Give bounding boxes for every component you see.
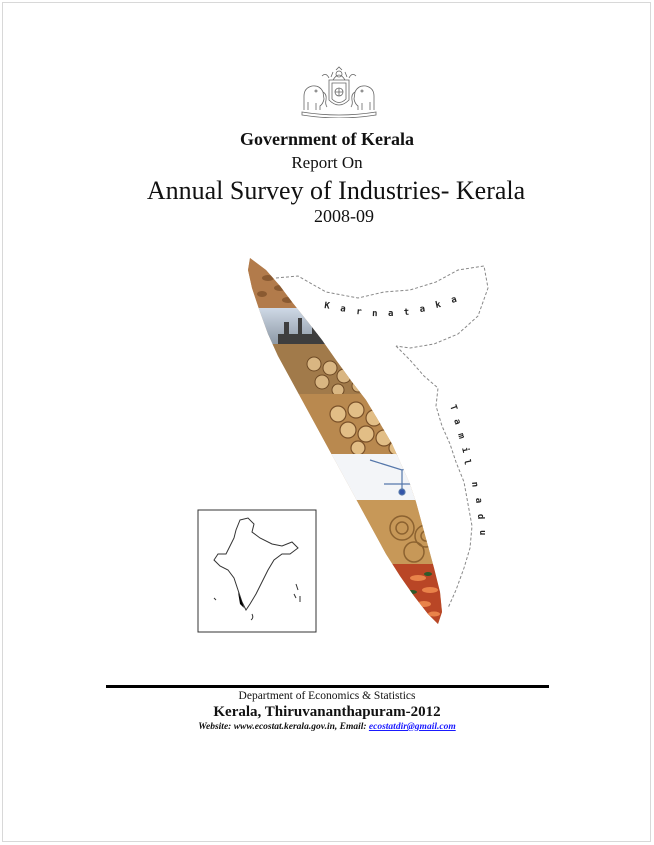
svg-text:a: a	[450, 294, 459, 306]
place-year-label: Kerala, Thiruvananthapuram-2012	[213, 704, 441, 720]
svg-text:K: K	[323, 301, 331, 312]
email-link[interactable]: ecostatdir@gmail.com	[368, 722, 456, 732]
svg-text:T: T	[447, 403, 459, 413]
svg-text:r: r	[355, 307, 363, 318]
contact-line	[0, 722, 654, 732]
svg-text:a: a	[451, 417, 463, 427]
kerala-emblem-icon	[296, 66, 382, 118]
kerala-map-illustration	[188, 248, 498, 640]
svg-text:i: i	[459, 446, 471, 454]
svg-text:u: u	[477, 530, 487, 536]
report-year: 2008-09	[314, 206, 374, 226]
india-inset-map	[198, 510, 316, 632]
government-heading: Government of Kerala	[240, 129, 414, 149]
map-label-karnataka	[324, 295, 458, 319]
svg-text:d: d	[475, 513, 486, 520]
svg-text:a: a	[473, 497, 484, 504]
svg-text:m: m	[455, 432, 467, 441]
svg-text:a: a	[419, 304, 426, 315]
website-text: Website: www.ecostat.kerala.gov.in, Email:	[198, 722, 369, 732]
footer-rule	[106, 685, 549, 688]
svg-text:k: k	[434, 300, 442, 311]
svg-text:a: a	[388, 309, 394, 319]
map-label-tamil-nadu	[447, 404, 487, 536]
svg-text:n: n	[469, 481, 480, 488]
svg-text:t: t	[403, 307, 410, 318]
department-label: Department of Economics & Statistics	[238, 690, 416, 702]
svg-text:a: a	[339, 304, 347, 315]
report-title: Annual Survey of Industries- Kerala	[146, 176, 526, 205]
report-on-label: Report On	[291, 153, 363, 172]
svg-text:l: l	[461, 458, 472, 466]
svg-text:n: n	[371, 309, 378, 320]
